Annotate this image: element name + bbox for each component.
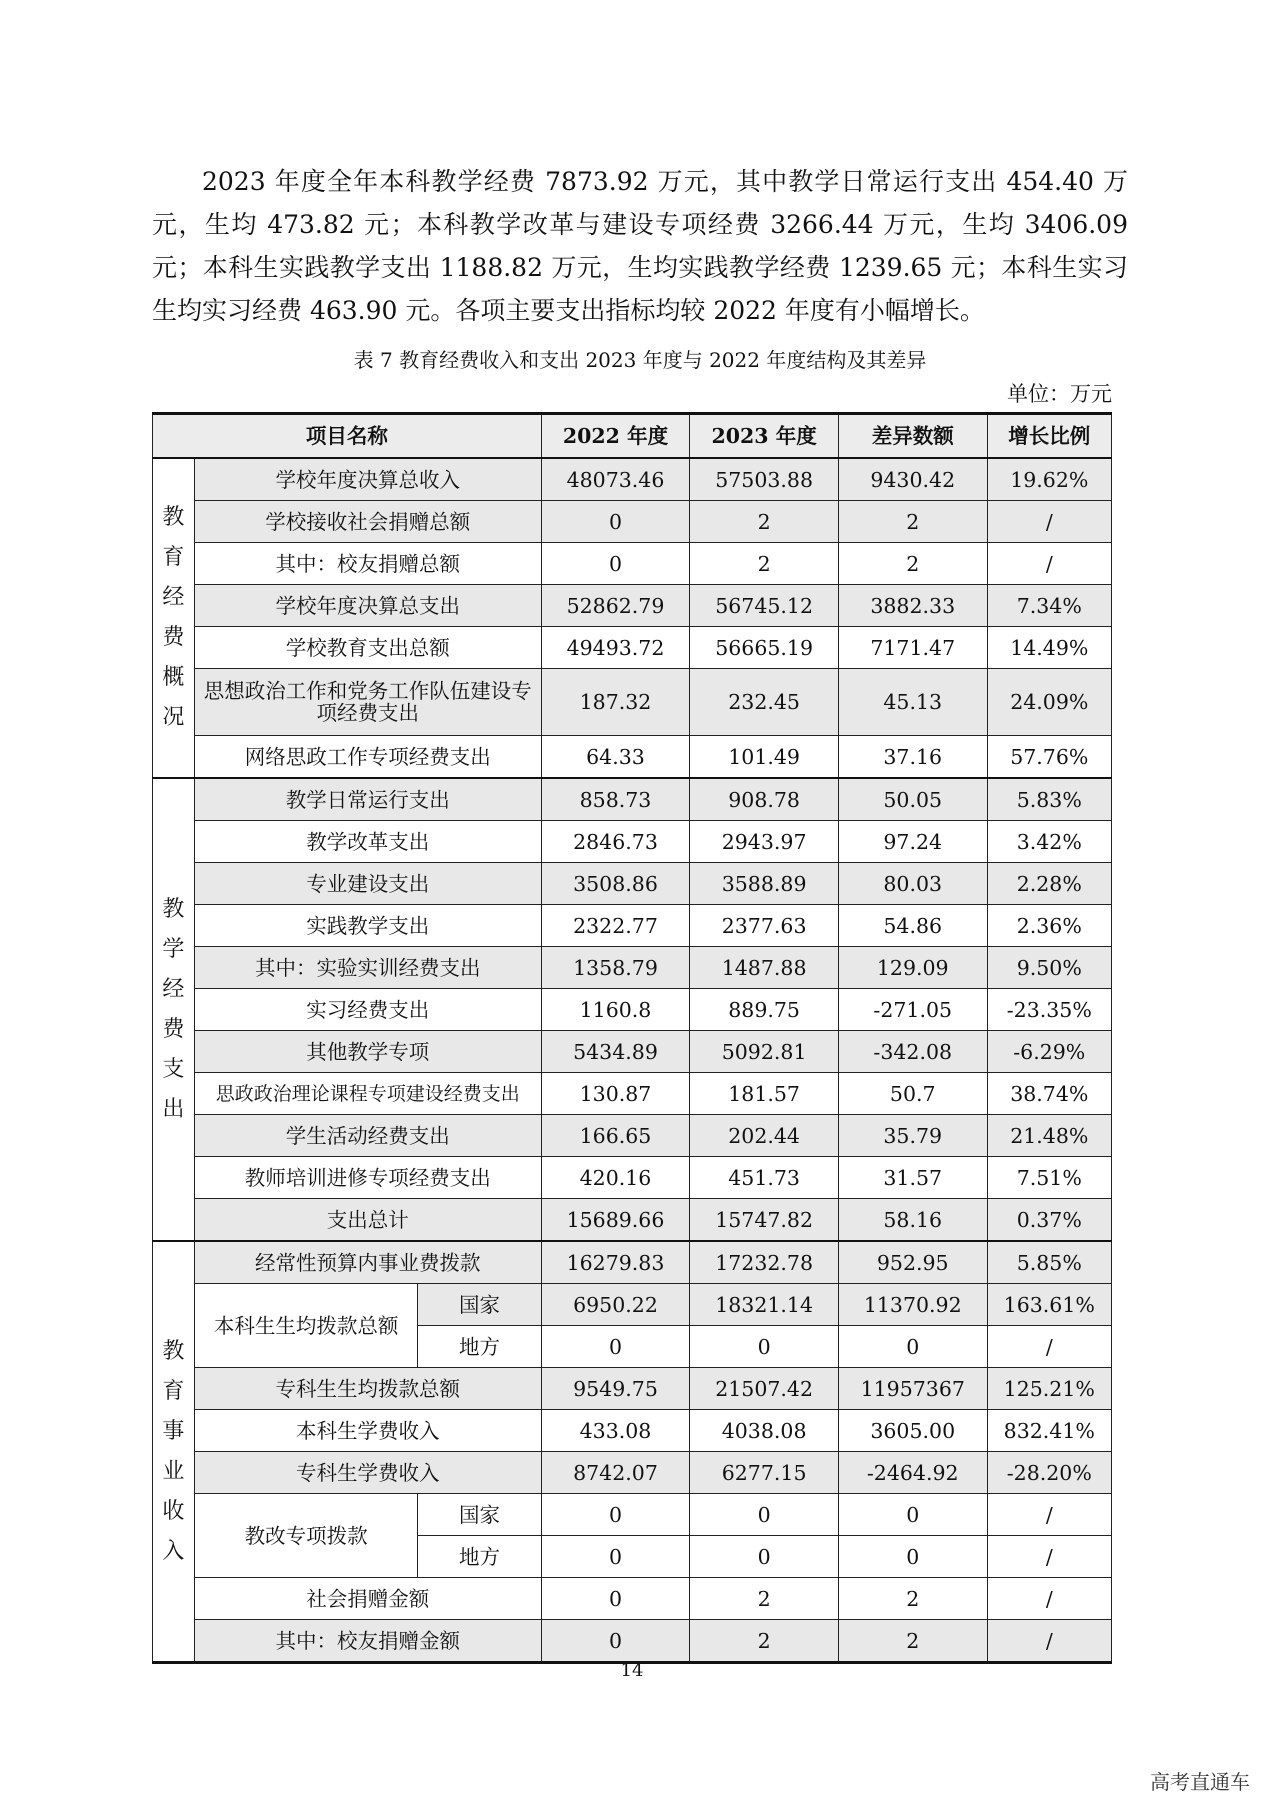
table-row [153, 1494, 1112, 1536]
value-growth: -28.20% [987, 1452, 1111, 1494]
table-row [153, 501, 1112, 543]
value-growth: -23.35% [987, 989, 1111, 1031]
row-label: 学校教育支出总额 [194, 627, 541, 669]
value-2022: 5434.89 [541, 1031, 690, 1073]
category-cell: 教育事业收入 [153, 1241, 195, 1663]
value-diff: 129.09 [838, 947, 987, 989]
intro-paragraph: 2023 年度全年本科教学经费 7873.92 万元，其中教学日常运行支出 454.40 万元，生均 473.82 元；本科教学改革与建设专项经费 3266.44 万元，生均 3406.09 元；本科生实践教学支出 1188.82 万元，生均实践教学经费 1239.65 元；本科生实习生均实习经费 463.90 元。各项主要支出指标均较 2022 年度有小幅增长。 [152, 167, 1128, 325]
value-growth: / [987, 1326, 1111, 1368]
value-2022: 433.08 [541, 1410, 690, 1452]
value-2023: 5092.81 [690, 1031, 839, 1073]
value-diff: 0 [838, 1326, 987, 1368]
table-row [153, 1115, 1112, 1157]
table-row [153, 989, 1112, 1031]
header-item-name: 项目名称 [153, 414, 542, 459]
value-2023: 2943.97 [690, 821, 839, 863]
row-label: 其他教学专项 [194, 1031, 541, 1073]
value-2022: 49493.72 [541, 627, 690, 669]
value-2022: 15689.66 [541, 1199, 690, 1242]
group-label: 教改专项拨款 [194, 1494, 418, 1578]
value-diff: 2 [838, 1578, 987, 1620]
row-label: 支出总计 [194, 1199, 541, 1242]
value-2022: 420.16 [541, 1157, 690, 1199]
value-2023: 0 [690, 1536, 839, 1578]
value-2022: 0 [541, 543, 690, 585]
category-cell: 教学经费支出 [153, 778, 195, 1241]
row-label: 本科生学费收入 [194, 1410, 541, 1452]
value-growth: 5.83% [987, 778, 1111, 821]
table-row [153, 1410, 1112, 1452]
value-2022: 64.33 [541, 736, 690, 779]
value-2023: 56745.12 [690, 585, 839, 627]
value-growth: / [987, 1536, 1111, 1578]
value-growth: 832.41% [987, 1410, 1111, 1452]
table-row [153, 458, 1112, 501]
value-diff: -342.08 [838, 1031, 987, 1073]
value-2023: 3588.89 [690, 863, 839, 905]
value-growth: 2.36% [987, 905, 1111, 947]
table-row [153, 1620, 1112, 1663]
value-growth: / [987, 543, 1111, 585]
value-growth: 125.21% [987, 1368, 1111, 1410]
sub-label: 地方 [418, 1326, 541, 1368]
value-growth: 2.28% [987, 863, 1111, 905]
value-growth: 5.85% [987, 1241, 1111, 1284]
value-2022: 8742.07 [541, 1452, 690, 1494]
table-row [153, 821, 1112, 863]
value-2023: 0 [690, 1494, 839, 1536]
table-row [153, 669, 1112, 736]
value-diff: 2 [838, 543, 987, 585]
value-growth: / [987, 1494, 1111, 1536]
value-diff: 7171.47 [838, 627, 987, 669]
value-2023: 18321.14 [690, 1284, 839, 1326]
table-row [153, 905, 1112, 947]
value-2022: 1358.79 [541, 947, 690, 989]
value-2022: 2322.77 [541, 905, 690, 947]
value-diff: 3605.00 [838, 1410, 987, 1452]
sub-label: 地方 [418, 1536, 541, 1578]
value-growth: 57.76% [987, 736, 1111, 779]
row-label: 教学日常运行支出 [194, 778, 541, 821]
value-2023: 1487.88 [690, 947, 839, 989]
row-label: 专科生学费收入 [194, 1452, 541, 1494]
value-diff: 0 [838, 1494, 987, 1536]
table-row [153, 736, 1112, 779]
value-growth: 21.48% [987, 1115, 1111, 1157]
value-diff: -2464.92 [838, 1452, 987, 1494]
value-2022: 0 [541, 1620, 690, 1663]
table-row [153, 1241, 1112, 1284]
value-growth: 14.49% [987, 627, 1111, 669]
table-caption: 表 7 教育经费收入和支出 2023 年度与 2022 年度结构及其差异 [353, 348, 927, 372]
value-diff: 58.16 [838, 1199, 987, 1242]
header-2022: 2022 年度 [541, 414, 690, 459]
value-2023: 4038.08 [690, 1410, 839, 1452]
value-2023: 15747.82 [690, 1199, 839, 1242]
value-growth: -6.29% [987, 1031, 1111, 1073]
header-difference: 差异数额 [838, 414, 987, 459]
row-label: 学校接收社会捐赠总额 [194, 501, 541, 543]
value-2023: 57503.88 [690, 458, 839, 501]
value-2023: 181.57 [690, 1073, 839, 1115]
value-2022: 48073.46 [541, 458, 690, 501]
value-diff: 50.05 [838, 778, 987, 821]
table-row [153, 1031, 1112, 1073]
value-2023: 451.73 [690, 1157, 839, 1199]
value-2023: 56665.19 [690, 627, 839, 669]
value-2022: 0 [541, 1326, 690, 1368]
value-diff: 2 [838, 501, 987, 543]
value-2023: 2 [690, 1578, 839, 1620]
page-number: 14 [620, 1660, 644, 1681]
value-diff: 11957367 [838, 1368, 987, 1410]
sub-label: 国家 [418, 1494, 541, 1536]
value-diff: 35.79 [838, 1115, 987, 1157]
value-growth: / [987, 1620, 1111, 1663]
value-2022: 0 [541, 1494, 690, 1536]
row-label: 其中：校友捐赠金额 [194, 1620, 541, 1663]
funding-table [152, 412, 1112, 1664]
table-row [153, 1073, 1112, 1115]
value-diff: -271.05 [838, 989, 987, 1031]
value-2023: 202.44 [690, 1115, 839, 1157]
value-2022: 0 [541, 501, 690, 543]
value-2023: 2377.63 [690, 905, 839, 947]
value-growth: 163.61% [987, 1284, 1111, 1326]
value-2023: 2 [690, 543, 839, 585]
row-label: 学校年度决算总收入 [194, 458, 541, 501]
value-diff: 31.57 [838, 1157, 987, 1199]
table-row [153, 1157, 1112, 1199]
unit-label: 单位：万元 [1007, 382, 1112, 406]
value-growth: 3.42% [987, 821, 1111, 863]
value-growth: / [987, 501, 1111, 543]
table-row [153, 1368, 1112, 1410]
value-2023: 2 [690, 501, 839, 543]
value-2023: 0 [690, 1326, 839, 1368]
table-row [153, 778, 1112, 821]
row-label: 学生活动经费支出 [194, 1115, 541, 1157]
header-2023: 2023 年度 [690, 414, 839, 459]
value-2023: 101.49 [690, 736, 839, 779]
value-2022: 16279.83 [541, 1241, 690, 1284]
row-label: 专科生生均拨款总额 [194, 1368, 541, 1410]
table-row [153, 1452, 1112, 1494]
value-growth: 24.09% [987, 669, 1111, 736]
row-label: 社会捐赠金额 [194, 1578, 541, 1620]
value-2023: 17232.78 [690, 1241, 839, 1284]
value-2022: 858.73 [541, 778, 690, 821]
row-label: 专业建设支出 [194, 863, 541, 905]
value-2023: 6277.15 [690, 1452, 839, 1494]
table-row [153, 1199, 1112, 1242]
value-2022: 166.65 [541, 1115, 690, 1157]
value-2023: 21507.42 [690, 1368, 839, 1410]
row-label: 网络思政工作专项经费支出 [194, 736, 541, 779]
value-diff: 54.86 [838, 905, 987, 947]
row-label: 实习经费支出 [194, 989, 541, 1031]
value-diff: 11370.92 [838, 1284, 987, 1326]
value-growth: 7.51% [987, 1157, 1111, 1199]
row-label: 思想政治工作和党务工作队伍建设专项经费支出 [194, 669, 541, 736]
value-2023: 232.45 [690, 669, 839, 736]
value-2022: 2846.73 [541, 821, 690, 863]
row-label: 学校年度决算总支出 [194, 585, 541, 627]
value-2022: 9549.75 [541, 1368, 690, 1410]
table-row [153, 585, 1112, 627]
value-growth: 9.50% [987, 947, 1111, 989]
value-diff: 2 [838, 1620, 987, 1663]
table-row [153, 1284, 1112, 1326]
value-2022: 130.87 [541, 1073, 690, 1115]
value-growth: 38.74% [987, 1073, 1111, 1115]
value-diff: 9430.42 [838, 458, 987, 501]
value-2022: 1160.8 [541, 989, 690, 1031]
value-growth: / [987, 1578, 1111, 1620]
value-diff: 37.16 [838, 736, 987, 779]
category-cell: 教育经费概况 [153, 458, 195, 778]
value-growth: 19.62% [987, 458, 1111, 501]
table-row [153, 1578, 1112, 1620]
value-2022: 6950.22 [541, 1284, 690, 1326]
row-label: 思政政治理论课程专项建设经费支出 [194, 1073, 541, 1115]
value-diff: 97.24 [838, 821, 987, 863]
value-2022: 3508.86 [541, 863, 690, 905]
row-label: 其中：校友捐赠总额 [194, 543, 541, 585]
header-growth: 增长比例 [987, 414, 1111, 459]
value-2022: 187.32 [541, 669, 690, 736]
table-row [153, 863, 1112, 905]
value-diff: 0 [838, 1536, 987, 1578]
table-header-row [153, 414, 1112, 459]
value-diff: 80.03 [838, 863, 987, 905]
value-diff: 3882.33 [838, 585, 987, 627]
table-row [153, 947, 1112, 989]
watermark-text: 高考直通车 [1150, 1770, 1250, 1794]
value-2023: 889.75 [690, 989, 839, 1031]
row-label: 实践教学支出 [194, 905, 541, 947]
row-label: 教师培训进修专项经费支出 [194, 1157, 541, 1199]
value-growth: 7.34% [987, 585, 1111, 627]
row-label: 其中：实验实训经费支出 [194, 947, 541, 989]
sub-label: 国家 [418, 1284, 541, 1326]
value-2023: 908.78 [690, 778, 839, 821]
group-label: 本科生生均拨款总额 [194, 1284, 418, 1368]
value-diff: 952.95 [838, 1241, 987, 1284]
row-label: 教学改革支出 [194, 821, 541, 863]
row-label: 经常性预算内事业费拨款 [194, 1241, 541, 1284]
value-2022: 52862.79 [541, 585, 690, 627]
value-diff: 45.13 [838, 669, 987, 736]
value-2023: 2 [690, 1620, 839, 1663]
value-2022: 0 [541, 1578, 690, 1620]
table-row [153, 543, 1112, 585]
value-2022: 0 [541, 1536, 690, 1578]
value-growth: 0.37% [987, 1199, 1111, 1242]
table-row [153, 627, 1112, 669]
value-diff: 50.7 [838, 1073, 987, 1115]
